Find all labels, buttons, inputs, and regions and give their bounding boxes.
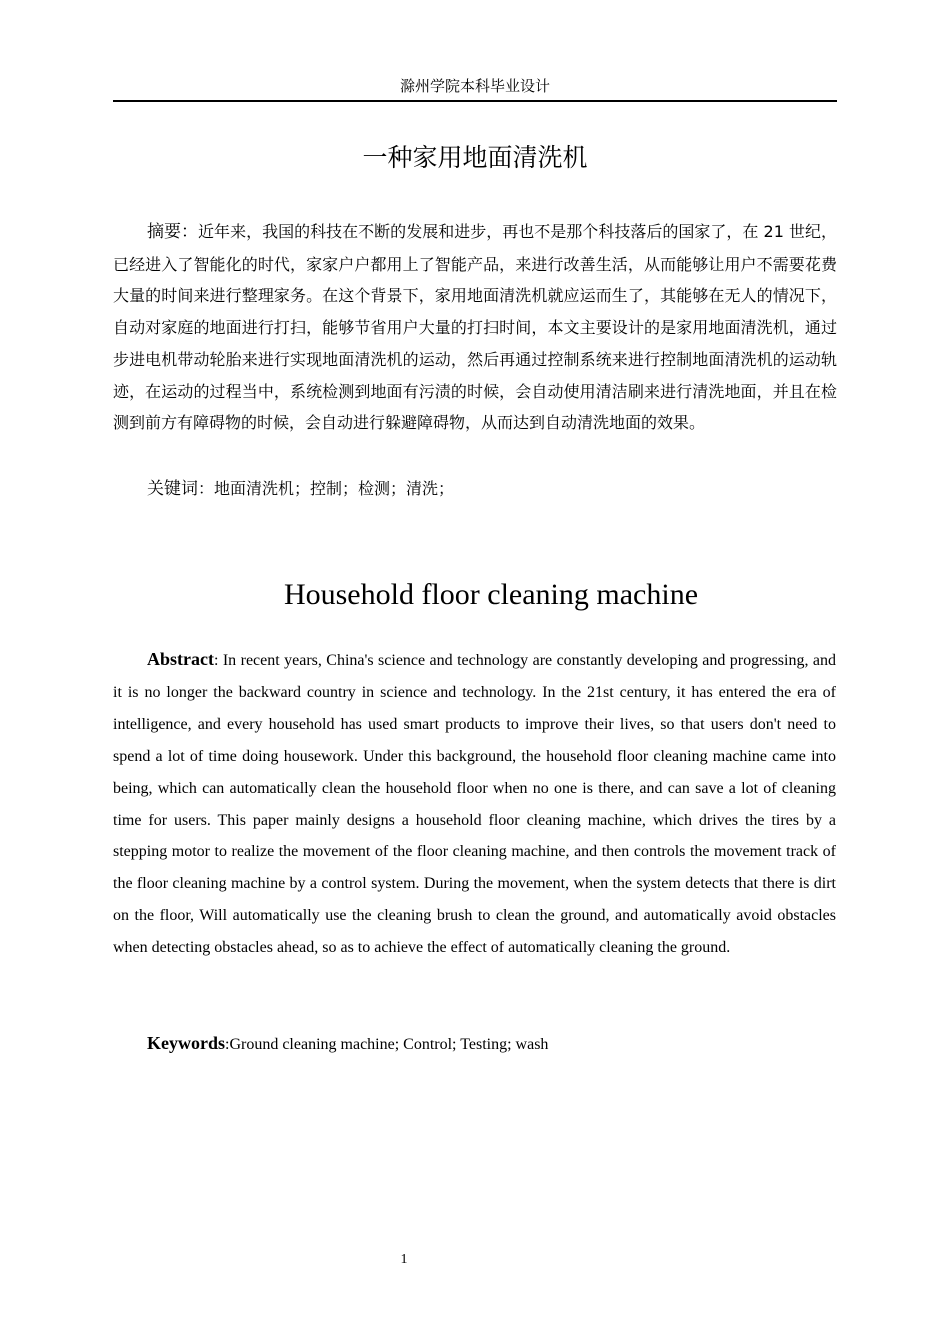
english-abstract-label: Abstract xyxy=(147,649,214,669)
english-keywords xyxy=(113,1027,837,1061)
chinese-keywords-body: ：地面清洗机；控制；检测；清洗； xyxy=(198,479,455,498)
chinese-abstract-body: 近年来，我国的科技在不断的发展和进步，再也不是那个科技落后的国家了，在 21 世纪，已经进入了智能化的时代，家家户户都用上了智能产品，来进行改善生活，从而能够让用户不需要花费大量的时间来进行整理家务。在这个背景下，家用地面清洗机就应运而生了，其能够在无人的情况下，自动对家庭的地面进行打扫，能够节省用户大量的打扫时间，本文主要设计的是家用地面清洗机，通过步进电机带动轮胎来进行实现地面清洗机的运动，然后再通过控制系统来进行控制地面清洗机的运动轨迹，在运动的过程当中，系统检测到地面有污渍的时候，会自动使用清洁刷来进行清洗地面，并且在检测到前方有障碍物的时候，会自动进行躲避障碍物，从而达到自动清洗地面的效果。 xyxy=(113,222,838,433)
header-rule xyxy=(113,100,837,102)
chinese-keywords-label: 关键词 xyxy=(147,479,198,499)
chinese-abstract xyxy=(113,216,837,439)
english-keywords-label: Keywords xyxy=(147,1033,225,1053)
chinese-keywords xyxy=(113,473,837,505)
page-header: 滁州学院本科毕业设计 xyxy=(399,77,550,95)
english-keywords-body: :Ground cleaning machine; Control; Testing; wash xyxy=(225,1036,549,1053)
chinese-title: 一种家用地面清洗机 xyxy=(362,143,588,172)
english-abstract xyxy=(113,644,836,964)
chinese-abstract-label: 摘要： xyxy=(147,222,199,242)
english-title: Household floor cleaning machine xyxy=(283,578,699,611)
page-number: 1 xyxy=(400,1252,408,1267)
english-abstract-body: : In recent years, China's science and technology are constantly developing and progressing, and it is no longer the backward country in science and technology. In the 21st century, it has entered the era of intelligence, and every household has used smart products to improve their lives, so that users don't need to spend a lot of time doing housework. Under this background, the household floor cleaning machine came into being, which can automatically clean the household floor when no one is there, and can save a lot of cleaning time for users. This paper mainly designs a household floor cleaning machine, which drives the tires by a stepping motor to realize the movement of the floor cleaning machine, and then controls the movement track of the floor cleaning machine by a control system. During the movement, when the system detects that there is dirt on the floor, Will automatically use the cleaning brush to clean the ground, and automatically avoid obstacles when detecting obstacles ahead, so as to achieve the effect of automatically cleaning the ground. xyxy=(113,652,836,957)
